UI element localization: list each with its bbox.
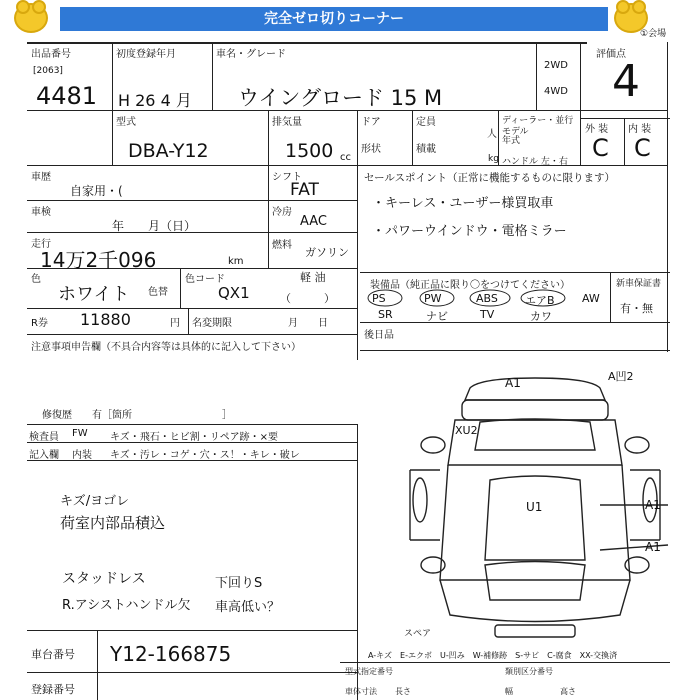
legend-ref3: 車体寸法 (345, 687, 377, 696)
interior-row-label: 内装 (72, 450, 92, 461)
chassis-value: Y12-166875 (110, 642, 232, 666)
fuel-paren: （ ） (280, 292, 335, 305)
displacement-unit: cc (340, 152, 351, 163)
remark-line5: 下回りS (215, 576, 263, 591)
shift-value: FAT (290, 180, 319, 200)
mileage-unit: km (228, 256, 244, 267)
remark-line6: 車高低い？ (215, 600, 281, 615)
drive-2wd: 2WD (544, 60, 568, 71)
drive-4wd: 4WD (544, 86, 568, 97)
equip-leather: カワ (530, 310, 552, 323)
mark-a-rear: A凹2 (608, 370, 634, 383)
color-code: QX1 (218, 284, 250, 302)
interior-label: 内 装 (628, 124, 652, 135)
banner-title: 完全ゼロ切りコーナー (60, 7, 608, 31)
dealer-label: ディーラー・並行 (502, 116, 574, 126)
exterior-score: C (592, 134, 609, 162)
fw-items: キズ・飛石・ヒビ割・リペア跡・×要 (110, 432, 278, 443)
corner-note: ①会場 (640, 29, 667, 39)
repair-history: 修復歴 有［箇所 ］ (42, 410, 232, 421)
score-label: 評価点 (596, 49, 626, 60)
shape-label: 形状 (361, 144, 381, 155)
remark-line4: R.アシストハンドル欠 (62, 598, 191, 613)
color-exchange-label: 色替 (148, 287, 168, 298)
banner (0, 0, 700, 39)
mileage-value: 14万2千096 (40, 248, 157, 272)
equip-aw: AW (582, 292, 600, 305)
capacity-label: 定員 (416, 117, 436, 128)
load-label: 積載 (416, 144, 436, 155)
equip-ps: PS (372, 292, 386, 305)
mark-spare: スペア (404, 629, 432, 639)
mark-a1-front: A1 (505, 376, 521, 390)
warranty-value: 有・無 (620, 302, 653, 315)
recycle-value: 11880 (80, 310, 131, 329)
doors-label: ドア (361, 117, 381, 128)
lot-code: [2063] (33, 66, 63, 76)
plate-label: 登録番号 (31, 683, 75, 696)
legend-ref5: 幅 (505, 687, 513, 696)
interior-score: C (634, 134, 651, 162)
legend-ref1: 型式指定番号 (345, 667, 393, 676)
fw-label: FW (72, 428, 88, 439)
equip-sr: SR (378, 308, 393, 321)
model-label: 型式 (116, 117, 136, 128)
warranty-label: 新車保証書 (616, 279, 662, 289)
inspector-label: 検査員 (29, 432, 59, 443)
color-label: 色 (31, 274, 41, 285)
equipment-circles (365, 288, 575, 308)
equipment-label: 装備品（純正品に限り〇をつけてください） (370, 280, 570, 291)
color-code-label: 色コード (185, 274, 225, 285)
fuel-diesel: 軽 油 (300, 271, 326, 284)
exterior-label: 外 装 (585, 124, 609, 135)
lot-label: 出品番号 (31, 49, 71, 60)
first-reg-label: 初度登録年月 (116, 49, 176, 60)
capacity-unit: 人 (487, 129, 497, 140)
remark-line2: 荷室内部品積込 (60, 514, 166, 532)
sales-point-label: セールスポイント（正常に機能するものに限ります） (364, 172, 616, 184)
handle-label: ハンドル 左・右 (502, 157, 568, 167)
recycle-label: R券 (31, 318, 48, 329)
score-value: 4 (612, 56, 640, 107)
mileage-label: 走行 (31, 239, 51, 250)
car-name-value: ウイングロード 15 M (238, 86, 443, 110)
inspection-label: 車検 (31, 207, 51, 218)
model-value: DBA-Y12 (128, 140, 209, 162)
displacement-value: 1500 (285, 140, 334, 162)
mark-xu2: XU2 (455, 424, 478, 437)
ac-label: 冷房 (272, 207, 292, 218)
legend-ref6: 高さ (560, 687, 576, 696)
legend-ref4: 長さ (395, 687, 411, 696)
mark-u1: U1 (526, 500, 543, 514)
record-label: 記入欄 (29, 450, 59, 461)
mark-a1-side2: A1 (645, 540, 661, 554)
equip-tv: TV (480, 308, 495, 321)
mark-a1-side1: A1 (645, 498, 661, 512)
chassis-label: 車台番号 (31, 648, 75, 661)
displacement-label: 排気量 (272, 117, 302, 128)
dereg-label: 名変期限 (192, 318, 232, 329)
legend-line: A-キズ E-エクボ U-凹み W-補修跡 S-サビ C-腐食 XX-交換済 (368, 651, 618, 660)
mascot-bear-icon (14, 3, 48, 33)
car-name-label: 車名・グレード (216, 49, 286, 60)
recycle-unit: 円 (170, 318, 180, 329)
inspection-value: 年 月（日） (112, 219, 197, 233)
sales-point-line1: ・キーレス・ユーザー様買取車 (372, 196, 554, 211)
color-value: ホワイト (58, 284, 130, 305)
equip-abs: ABS (476, 292, 498, 305)
interior-items: キズ・汚レ・コゲ・穴・ス！・キレ・破レ (110, 450, 300, 461)
rear-seat-label: 後日品 (364, 330, 394, 341)
sales-point-line2: ・パワーウインドウ・電格ミラー (372, 224, 567, 239)
fuel-gasoline: ガソリン (305, 246, 349, 259)
equip-pw: PW (424, 292, 442, 305)
fuel-label: 燃料 (272, 240, 292, 251)
remark-line1: キズ/ヨゴレ (60, 494, 130, 509)
legend-ref2: 類別区分番号 (505, 667, 553, 676)
equip-navi: ナビ (426, 310, 448, 323)
ac-value: AAC (300, 214, 327, 229)
notes-header: 注意事項申告欄（不具合内容等は具体的に記入して下さい） (31, 342, 301, 353)
usage-value: 自家用・( (70, 184, 123, 198)
model-year-label: モデル年式 (502, 127, 529, 146)
first-reg-value: H 26 4 月 (118, 91, 192, 110)
remark-line3: スタッドレス (62, 571, 146, 587)
lot-number: 4481 (36, 82, 98, 110)
dereg-value: 月 日 (288, 318, 328, 329)
load-unit: kg (488, 154, 499, 164)
equip-airbag: エアB (525, 294, 555, 307)
usage-label: 車歴 (31, 172, 51, 183)
shift-label: シフト (272, 172, 302, 183)
